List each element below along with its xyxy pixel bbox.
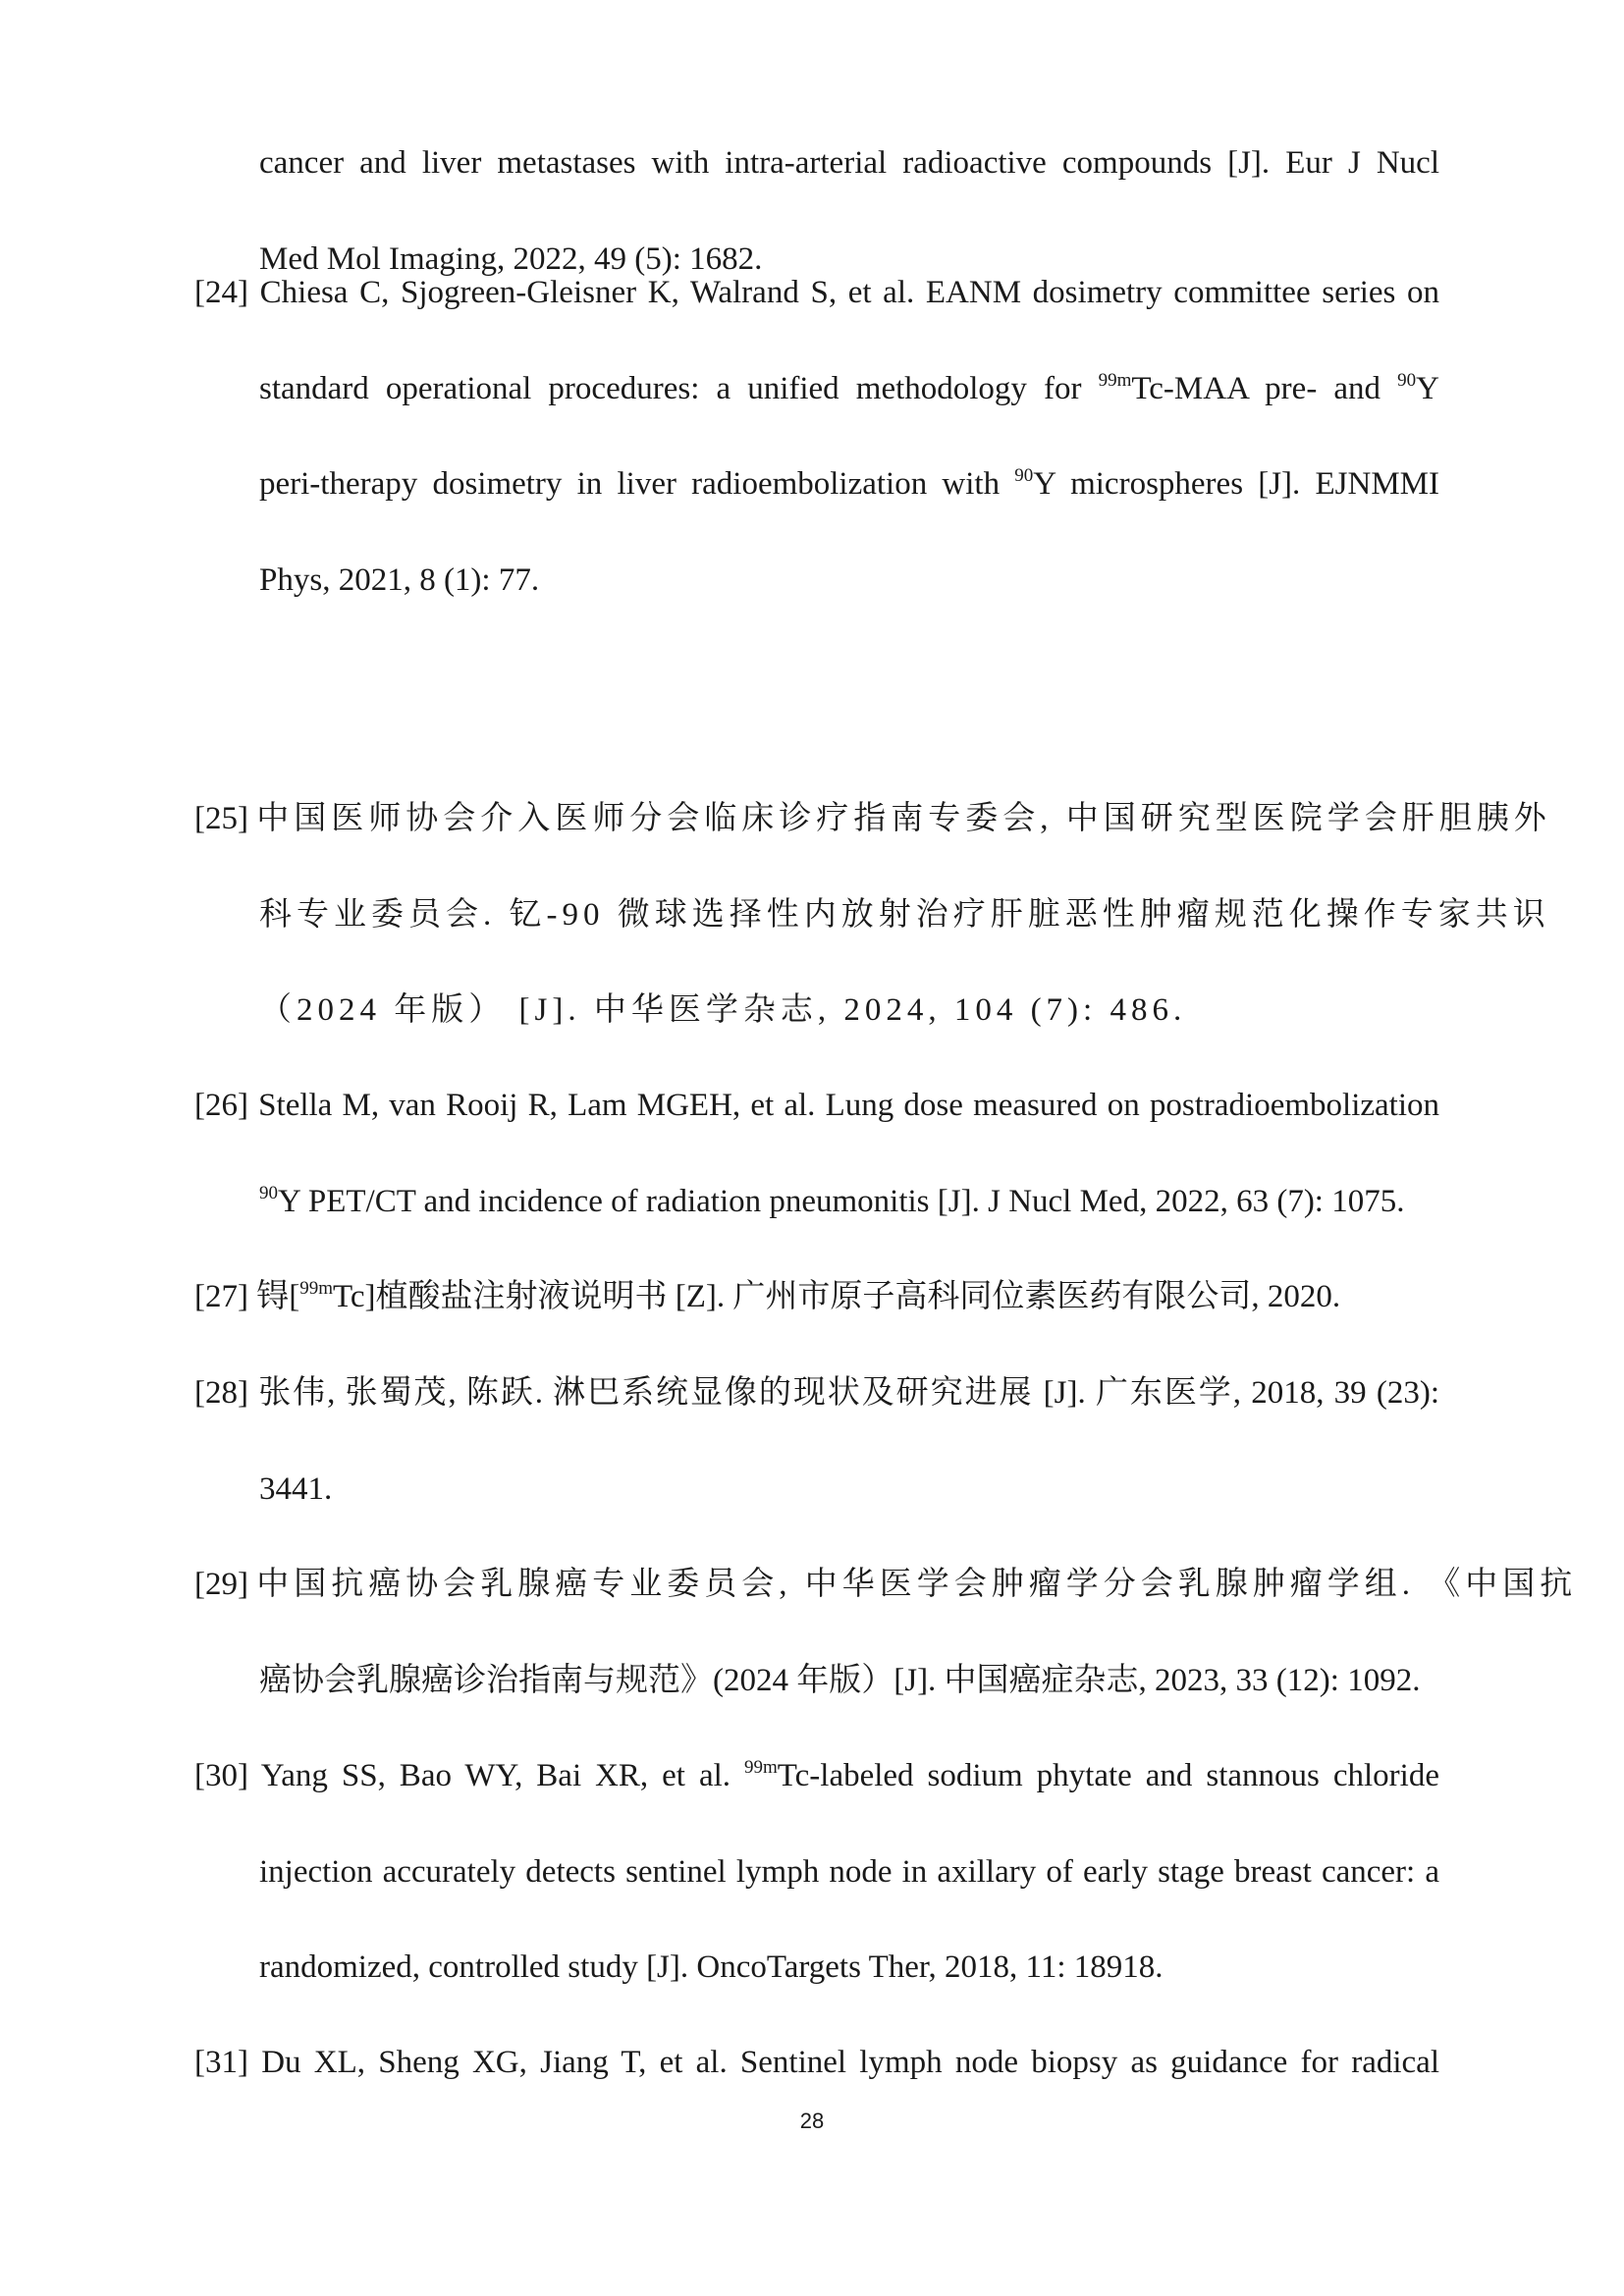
ref-line	[194, 342, 1439, 438]
ref-line	[194, 1346, 1439, 1442]
ref-line	[194, 1058, 1439, 1154]
ref-text: 中国抗癌协会乳腺癌专业委员会, 中华医学会肿瘤学分会乳腺肿瘤学组. 《中国抗	[256, 1567, 1578, 1602]
ref-text: Yang SS, Bao WY, Bai XR, et al.	[260, 1758, 744, 1793]
ref-line: Phys, 2021, 8 (1): 77.	[259, 561, 540, 598]
ref-number: [26]	[194, 1088, 248, 1123]
ref-number: [31]	[194, 2045, 248, 2080]
ref-text: standard operational procedures: a unified methodology for	[259, 370, 1099, 406]
ref-number: [30]	[194, 1758, 248, 1793]
ref-line: randomized, controlled study [J]. OncoTargets Ther, 2018, 11: 18918.	[259, 1949, 1164, 1985]
ref-line: （2024 年版） [J]. 中华医学杂志, 2024, 104 (7): 486.	[259, 992, 1187, 1028]
ref-number: [29]	[194, 1567, 248, 1602]
ref-line: 科专业委员会. 钇-90 微球选择性内放射治疗肝脏恶性肿瘤规范化操作专家共识	[259, 896, 1550, 933]
ref-number: [28]	[194, 1375, 248, 1411]
ref-text: Y PET/CT and incidence of radiation pneumonitis [J]. J Nucl Med, 2022, 63 (7): 1075.	[278, 1183, 1405, 1219]
ref-text: Y microspheres [J]. EJNMMI	[1033, 466, 1439, 502]
reference-31	[194, 2015, 1439, 2111]
page-number: 28	[799, 2109, 825, 2133]
ref-text: Stella M, van Rooij R, Lam MGEH, et al. Lung dose measured on postradioembolization	[258, 1088, 1439, 1123]
reference-24	[194, 245, 1439, 628]
superscript: 90	[1397, 369, 1417, 391]
reference-27	[194, 1250, 1439, 1346]
ref-line	[194, 437, 1439, 533]
reference-29	[194, 1537, 1578, 1729]
superscript: 99m	[744, 1757, 778, 1778]
ref-text: Du XL, Sheng XG, Jiang T, et al. Sentinel lymph node biopsy as guidance for radical	[261, 2045, 1439, 2080]
ref-text: Tc]植酸盐注射液说明书 [Z]. 广州市原子高科同位素医药有限公司, 2020.	[333, 1279, 1341, 1314]
ref-line: injection accurately detects sentinel lymph node in axillary of early stage breast cancer: a	[259, 1853, 1439, 1890]
ref-line	[194, 1154, 1439, 1251]
ref-line: 癌协会乳腺癌诊治指南与规范》(2024 年版）[J]. 中国癌症杂志, 2023, 33 (12): 1092.	[259, 1662, 1421, 1698]
ref-text: peri-therapy dosimetry in liver radioembolization with	[259, 466, 1015, 502]
ref-text: 张伟, 张蜀茂, 陈跃. 淋巴系统显像的现状及研究进展 [J]. 广东医学, 2018, 39 (23):	[258, 1375, 1440, 1411]
ref-text: 中国医师协会介入医师分会临床诊疗指南专委会, 中国研究型医院学会肝胆胰外	[256, 801, 1551, 836]
ref-line	[194, 1537, 1578, 1633]
ref-number: [27]	[194, 1279, 248, 1314]
ref-line	[194, 2015, 1439, 2111]
reference-28	[194, 1346, 1439, 1537]
ref-number: [25]	[194, 801, 248, 836]
superscript: 99m	[1098, 369, 1132, 391]
ref-line: 3441.	[259, 1470, 333, 1507]
ref-number: [24]	[194, 275, 248, 310]
ref-line: cancer and liver metastases with intra-arterial radioactive compounds [J]. Eur J Nucl	[259, 145, 1439, 181]
ref-line: Med Mol Imaging, 2022, 49 (5): 1682.	[259, 240, 763, 277]
reference-26	[194, 1058, 1439, 1250]
ref-text: 锝[	[256, 1279, 300, 1314]
superscript: 90	[259, 1182, 278, 1203]
ref-line	[194, 1729, 1439, 1825]
ref-line	[194, 1250, 1439, 1346]
reference-30	[194, 1729, 1439, 2016]
ref-text: Chiesa C, Sjogreen-Gleisner K, Walrand S, et al. EANM dosimetry committee series on	[259, 275, 1440, 310]
ref-line	[194, 772, 1551, 868]
ref-line	[194, 245, 1439, 342]
superscript: 99m	[299, 1278, 334, 1299]
ref-text: Tc-MAA pre- and	[1131, 370, 1398, 406]
ref-text: Y	[1416, 370, 1439, 406]
ref-text: Tc-labeled sodium phytate and stannous chloride	[777, 1758, 1439, 1793]
superscript: 90	[1014, 465, 1034, 486]
reference-25	[194, 772, 1551, 1059]
